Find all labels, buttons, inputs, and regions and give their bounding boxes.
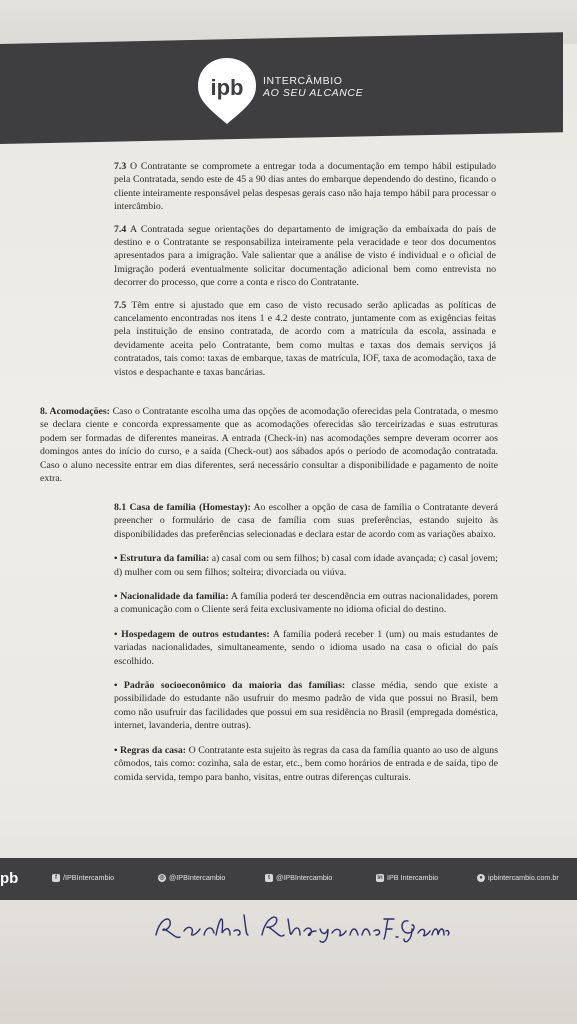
- footer-band: [0, 858, 577, 900]
- instagram-icon: ◎: [159, 874, 165, 881]
- logo-tagline: [263, 75, 363, 99]
- clause-text: O Contratante se compromete a entregar toda a documentação em tempo hábil estipulado pela Contratada, sendo este de 45 a 90 dias antes do embarque dependendo do destino, ficando o cliente inteiramente responsável pelas despesas gerais caso não haja tempo hábil para processar o intercâmbio.: [114, 161, 496, 213]
- tagline-line-1: INTERCÂMBIO: [263, 75, 343, 87]
- clause-text: A Contratada segue orientações do departamento de imigração da embaixada do país de destino e o Contratante se responsabiliza inteiramente pela veracidade e teor dos documentos apresentados para a imigração. Vale salientar que a análise de visto é individual e o oficial de Imigração poderá eventualmente solicitar documentação adicional bem como entrevista no decorrer do processo, que corre a conta e risco do Contratante.: [114, 223, 496, 289]
- facebook-icon: f: [52, 874, 60, 882]
- section-8-1: [114, 501, 498, 795]
- footer-instagram[interactable]: ◎ @IPBIntercambio: [159, 873, 226, 882]
- bullet-item: • Hospedagem de outros estudantes: A família poderá receber 1 (um) ou mais estudantes de variadas nacionalidades, simultaneamente, sendo o idioma usado na casa o oficial do país escolhido.: [114, 628, 498, 667]
- clause-number: 7.4: [114, 223, 127, 235]
- footer-facebook[interactable]: f /IPBIntercambio: [52, 873, 114, 882]
- section-8: [40, 405, 498, 485]
- bullet-item: • Estrutura da família: a) casal com ou sem filhos; b) casal com idade avançada; c) casal jovem; d) mulher com ou sem filhos; solteira; divorciada ou viúva.: [114, 553, 499, 578]
- clause-text: Têm entre si ajustado que em caso de visto recusado serão aplicadas as políticas de cancelamento encontradas nos itens 1 e 4.2 deste contrato, juntamente com as exigências feitas pela instituição de ensino contratada, de acordo com a matrícula da escola, assinada e devidamente aceita pelo Contratante, bem como multas e taxas dos demais serviços já contratados, tais como: taxas de embarque, taxas de matrícula, IOF, taxa de acomodação, taxa de vistos e despachante e taxas bancárias.: [114, 299, 496, 378]
- handwritten-signature: [150, 905, 450, 945]
- clause-number: 7.5: [114, 299, 127, 311]
- clauses-block: [114, 160, 496, 388]
- footer-logo: pb: [0, 870, 19, 887]
- clause-7-3: [114, 160, 496, 214]
- ipb-logo-icon: [196, 56, 258, 126]
- footer-twitter[interactable]: t @IPBIntercambio: [265, 873, 332, 882]
- section-8-1-text: Ao escolher a opção de casa de família o Contratante deverá preencher o formulário de casa de família com suas preferências, estando sujeito às disponibilidades das preferências selecionadas e declara estar de acordo com as variações abaixo.: [114, 502, 498, 540]
- clause-7-5: [114, 299, 496, 379]
- globe-icon: ●: [477, 874, 485, 882]
- twitter-icon: t: [265, 874, 273, 882]
- section-8-text: Caso o Contratante escolha uma das opções de acomodação oferecidas pela Contratada, o mesmo se declara ciente e concorda expressamente que as acomodações oferecidas são terceirizadas e suas estruturas podem ser formadas de diferentes maneiras. A entrada (Check-in) nas acomodações sempre deveram ocorrer aos domingos antes do início do curso, e a saída (Check-out) aos sábados após o período de acomodação contratada. Caso o aluno necessite entrar em dias diferentes, será necessário consultar a disponibilidade e pagamento de noite extra.: [40, 406, 499, 485]
- section-8-title: 8. Acomodações:: [40, 406, 110, 417]
- bullet-item: • Nacionalidade da família: A família poderá ter descendência em outras nacionalidades, porem a comunicação com o Cliente será feita exclusivamente no idioma oficial do destino.: [114, 591, 498, 616]
- bullet-item: • Padrão socioeconômico da maioria das famílias: classe média, sendo que existe a possibilidade do estudante não usufruir do mesmo padrão de vida que possui no Brasil, bem como não usufruir das facilidades que possui em sua residência no Brasil (empregada doméstica, internet, lavanderia, dentre outras).: [114, 680, 498, 732]
- bullet-item: • Regras da casa: O Contratante esta sujeito às regras da casa da família quanto ao uso de alguns cômodos, tais como: cozinha, sala de estar, etc., bem como horários de entrada e de saída, tipo de comida servida, tempo para banho, visitas, entre outras diferenças culturais.: [114, 744, 499, 783]
- footer-linkedin[interactable]: in IPB Intercambio: [377, 873, 439, 882]
- footer-website[interactable]: ● ipbintercambio.com.br: [477, 873, 559, 882]
- clause-number: 7.3: [114, 161, 127, 172]
- clause-7-4: [114, 223, 496, 290]
- linkedin-icon: in: [377, 874, 383, 881]
- logo-text: ipb: [210, 75, 244, 100]
- section-8-1-title: 8.1 Casa de família (Homestay):: [114, 502, 251, 513]
- tagline-line-2: AO SEU ALCANCE: [263, 87, 364, 99]
